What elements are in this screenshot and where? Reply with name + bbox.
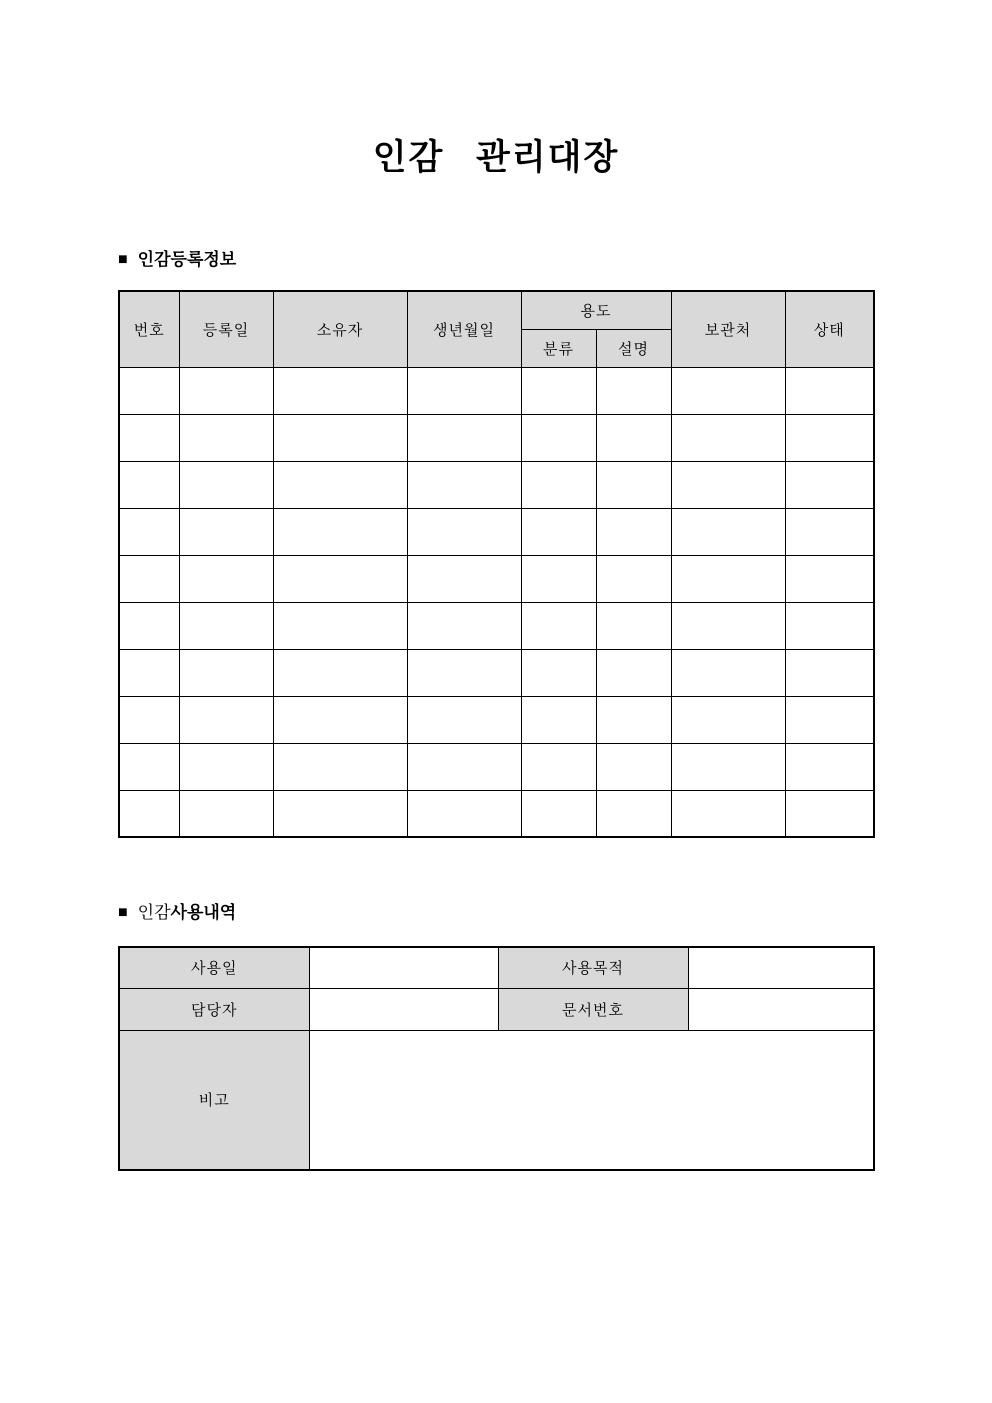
empty-cell [119, 602, 179, 649]
empty-cell [785, 696, 874, 743]
empty-cell [119, 743, 179, 790]
table-row [119, 508, 874, 555]
field-value-use-purpose [688, 947, 874, 988]
empty-cell [596, 555, 671, 602]
empty-cell [671, 696, 785, 743]
empty-cell [785, 790, 874, 837]
registration-table [118, 290, 875, 838]
col-header-owner: 소유자 [273, 291, 407, 367]
field-label-use-date: 사용일 [119, 947, 309, 988]
empty-cell [119, 414, 179, 461]
empty-cell [273, 414, 407, 461]
empty-cell [521, 743, 596, 790]
usage-table [118, 946, 875, 1171]
table-row [119, 367, 874, 414]
section-title-usage-bold: 사용내역 [170, 903, 237, 922]
empty-cell [273, 508, 407, 555]
empty-cell [521, 461, 596, 508]
empty-cell [273, 555, 407, 602]
empty-cell [596, 649, 671, 696]
col-header-birth-date: 생년월일 [407, 291, 521, 367]
empty-cell [119, 461, 179, 508]
empty-cell [179, 555, 273, 602]
usage-row-manager-docno [119, 988, 874, 1030]
empty-cell [671, 367, 785, 414]
field-value-remarks [309, 1030, 874, 1170]
empty-cell [179, 743, 273, 790]
field-label-remarks: 비고 [119, 1030, 309, 1170]
empty-cell [671, 555, 785, 602]
field-label-doc-no: 문서번호 [498, 988, 688, 1030]
empty-cell [785, 743, 874, 790]
empty-cell [179, 508, 273, 555]
empty-cell [179, 367, 273, 414]
empty-cell [407, 696, 521, 743]
empty-cell [179, 790, 273, 837]
section-header-registration [118, 250, 236, 270]
empty-cell [785, 649, 874, 696]
black-square-icon: ■ [118, 251, 128, 269]
col-header-purpose-group: 용도 [521, 291, 671, 329]
empty-cell [273, 790, 407, 837]
registration-table-header [119, 291, 874, 367]
table-row [119, 602, 874, 649]
empty-cell [119, 367, 179, 414]
table-row [119, 790, 874, 837]
empty-cell [273, 743, 407, 790]
empty-cell [521, 696, 596, 743]
col-header-no: 번호 [119, 291, 179, 367]
header-row-top [119, 291, 874, 329]
empty-cell [119, 790, 179, 837]
empty-cell [596, 461, 671, 508]
table-row [119, 414, 874, 461]
section-header-usage [118, 903, 236, 923]
empty-cell [785, 602, 874, 649]
field-label-use-purpose: 사용목적 [498, 947, 688, 988]
empty-cell [596, 367, 671, 414]
field-label-manager: 담당자 [119, 988, 309, 1030]
empty-cell [273, 602, 407, 649]
table-row [119, 696, 874, 743]
empty-cell [407, 461, 521, 508]
empty-cell [671, 790, 785, 837]
empty-cell [179, 649, 273, 696]
empty-cell [521, 555, 596, 602]
empty-cell [407, 602, 521, 649]
empty-cell [671, 649, 785, 696]
empty-cell [179, 602, 273, 649]
empty-cell [596, 696, 671, 743]
empty-cell [671, 602, 785, 649]
empty-cell [407, 790, 521, 837]
empty-cell [785, 367, 874, 414]
field-value-use-date [309, 947, 498, 988]
empty-cell [521, 508, 596, 555]
empty-cell [596, 414, 671, 461]
field-value-manager [309, 988, 498, 1030]
table-row [119, 555, 874, 602]
empty-cell [521, 790, 596, 837]
empty-cell [407, 743, 521, 790]
empty-cell [521, 649, 596, 696]
col-header-storage: 보관처 [671, 291, 785, 367]
empty-cell [119, 555, 179, 602]
empty-cell [785, 414, 874, 461]
black-square-icon: ■ [118, 904, 128, 922]
section-title-usage-regular: 인감 [137, 903, 171, 922]
empty-cell [785, 508, 874, 555]
empty-cell [521, 367, 596, 414]
empty-cell [596, 790, 671, 837]
empty-cell [119, 649, 179, 696]
table-row [119, 743, 874, 790]
table-row [119, 461, 874, 508]
empty-cell [671, 743, 785, 790]
empty-cell [785, 461, 874, 508]
empty-cell [273, 649, 407, 696]
empty-cell [785, 555, 874, 602]
col-header-reg-date: 등록일 [179, 291, 273, 367]
empty-cell [596, 508, 671, 555]
empty-cell [671, 508, 785, 555]
field-value-doc-no [688, 988, 874, 1030]
empty-cell [179, 696, 273, 743]
empty-cell [179, 461, 273, 508]
empty-cell [273, 696, 407, 743]
empty-cell [596, 743, 671, 790]
empty-cell [179, 414, 273, 461]
page-title: 인감 관리대장 [372, 138, 620, 177]
empty-cell [521, 414, 596, 461]
empty-cell [119, 696, 179, 743]
usage-row-remarks [119, 1030, 874, 1170]
col-header-purpose-description: 설명 [596, 329, 671, 367]
empty-cell [407, 649, 521, 696]
empty-cell [596, 602, 671, 649]
empty-cell [671, 461, 785, 508]
col-header-status: 상태 [785, 291, 874, 367]
col-header-purpose-category: 분류 [521, 329, 596, 367]
table-row [119, 649, 874, 696]
empty-cell [407, 508, 521, 555]
empty-cell [521, 602, 596, 649]
empty-cell [407, 555, 521, 602]
empty-cell [407, 367, 521, 414]
usage-row-date-purpose [119, 947, 874, 988]
section-title-registration: 인감등록정보 [137, 250, 237, 269]
empty-cell [273, 367, 407, 414]
empty-cell [671, 414, 785, 461]
empty-cell [407, 414, 521, 461]
empty-cell [273, 461, 407, 508]
registration-table-body [119, 367, 874, 837]
empty-cell [119, 508, 179, 555]
